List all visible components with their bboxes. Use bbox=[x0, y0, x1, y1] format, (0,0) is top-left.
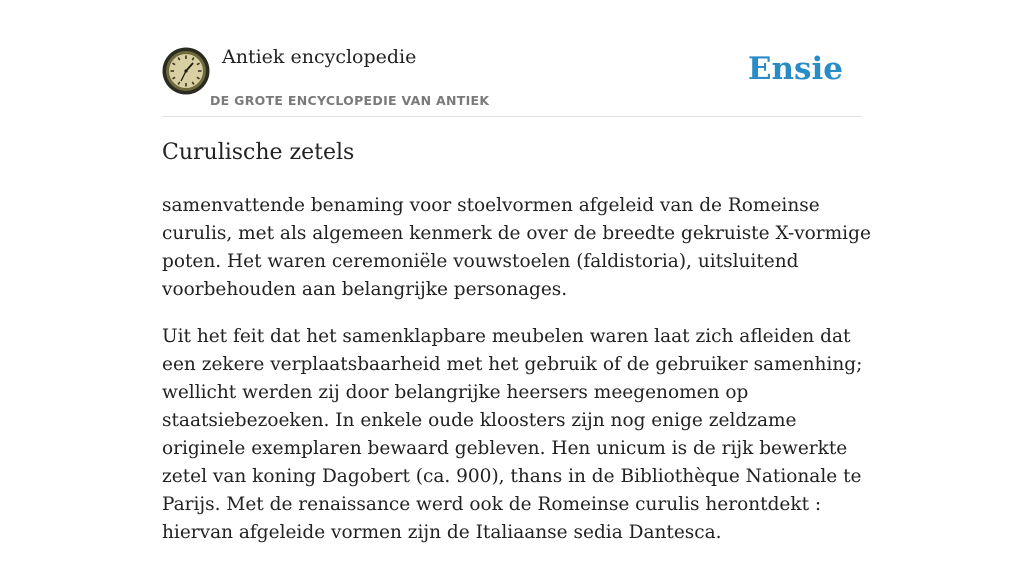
site-header bbox=[162, 0, 862, 117]
site-title[interactable]: Antiek encyclopedie bbox=[222, 46, 417, 68]
article-title: Curulische zetels bbox=[162, 140, 355, 165]
article-paragraph: samenvattende benaming voor stoelvormen afgeleid van de Romeinse curulis, met als algemeen kenmerk de over de breedte gekruiste X-vormige poten. Het waren ceremoniële vouwstoelen (faldistoria), uitsluitend voorbehouden aan belangrijke personages. bbox=[162, 195, 871, 300]
site-subtitle: DE GROTE ENCYCLOPEDIE VAN ANTIEK bbox=[210, 93, 490, 108]
antique-clock-icon[interactable] bbox=[162, 47, 210, 95]
article-paragraph: Uit het feit dat het samenklapbare meubelen waren laat zich afleiden dat een zekere verplaatsbaarheid met het gebruik of de gebruiker samenhing; wellicht werden zij door belangrijke heersers meegenomen op staatsiebezoeken. In enkele oude kloosters zijn nog enige zeldzame originele exemplaren bewaard gebleven. Hen unicum is de rijk bewerkte zetel van koning Dagobert (ca. 900), thans in de Bibliothèque Nationale te Parijs. Met de renaissance werd ook de Romeinse curulis herontdekt : hiervan afgeleide vormen zijn de Italiaanse sedia Dantesca. bbox=[162, 326, 863, 543]
brand-logo[interactable]: Ensie bbox=[747, 51, 843, 87]
article-body bbox=[162, 192, 872, 566]
